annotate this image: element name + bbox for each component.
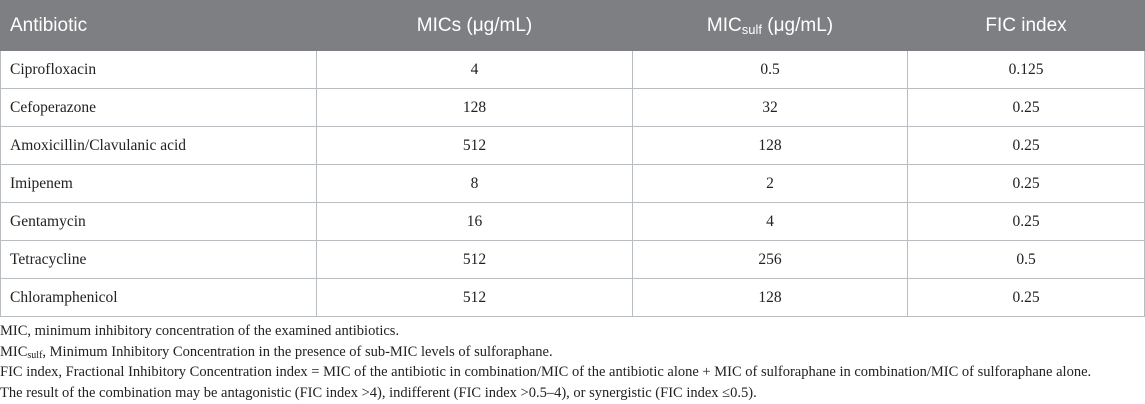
table-header <box>1 1 1145 51</box>
header-antibiotic: Antibiotic <box>1 1 317 51</box>
cell-antibiotic: Ciprofloxacin <box>1 51 317 89</box>
footnote-mic-sulf-base: MIC <box>0 343 28 360</box>
header-mics: MICs (μg/mL) <box>317 1 633 51</box>
table-row <box>1 203 1145 241</box>
cell-mics: 512 <box>317 279 633 317</box>
cell-antibiotic: Imipenem <box>1 165 317 203</box>
header-mic-sulf-unit: (μg/mL) <box>761 14 834 36</box>
cell-fic: 0.5 <box>908 241 1145 279</box>
cell-mic-sulf: 128 <box>633 127 908 165</box>
table-footnotes <box>0 321 1145 403</box>
cell-fic: 0.125 <box>908 51 1145 89</box>
cell-mic-sulf: 128 <box>633 279 908 317</box>
header-row <box>1 1 1145 51</box>
cell-fic: 0.25 <box>908 279 1145 317</box>
cell-antibiotic: Cefoperazone <box>1 89 317 127</box>
cell-mics: 4 <box>317 51 633 89</box>
cell-mic-sulf: 4 <box>633 203 908 241</box>
header-fic-index: FIC index <box>908 1 1145 51</box>
cell-fic: 0.25 <box>908 89 1145 127</box>
cell-mic-sulf: 32 <box>633 89 908 127</box>
header-mic-sulf-base: MIC <box>706 14 742 36</box>
cell-mics: 8 <box>317 165 633 203</box>
header-mic-sulf <box>633 1 908 51</box>
cell-antibiotic: Tetracycline <box>1 241 317 279</box>
cell-mics: 128 <box>317 89 633 127</box>
footnote-mic-sulf-subscript: sulf <box>27 349 43 361</box>
cell-mic-sulf: 2 <box>633 165 908 203</box>
cell-fic: 0.25 <box>908 203 1145 241</box>
cell-fic: 0.25 <box>908 165 1145 203</box>
table-row <box>1 241 1145 279</box>
table-row <box>1 127 1145 165</box>
cell-mics: 16 <box>317 203 633 241</box>
table-row <box>1 89 1145 127</box>
cell-mic-sulf: 0.5 <box>633 51 908 89</box>
table-row <box>1 279 1145 317</box>
header-mic-sulf-subscript: sulf <box>741 21 762 37</box>
footnote-mic-sulf-text: , Minimum Inhibitory Concentration in the presence of sub-MIC levels of sulforaphane. <box>42 343 553 360</box>
cell-antibiotic: Gentamycin <box>1 203 317 241</box>
cell-mic-sulf: 256 <box>633 241 908 279</box>
table-row <box>1 165 1145 203</box>
footnote-fic: FIC index, Fractional Inhibitory Concentration index = MIC of the antibiotic in combination/MIC of the antibiotic alone + MIC of sulforaphane in combination/MIC of sulforaphane alone. <box>0 364 1092 380</box>
cell-fic: 0.25 <box>908 127 1145 165</box>
table-body <box>1 51 1145 317</box>
table-row <box>1 51 1145 89</box>
cell-mics: 512 <box>317 127 633 165</box>
footnote-mic: MIC, minimum inhibitory concentration of the examined antibiotics. <box>0 323 400 339</box>
cell-antibiotic: Amoxicillin/Clavulanic acid <box>1 127 317 165</box>
cell-mics: 512 <box>317 241 633 279</box>
cell-antibiotic: Chloramphenicol <box>1 279 317 317</box>
footnote-result: The result of the combination may be antagonistic (FIC index >4), indifferent (FIC index >0.5–4), or synergistic (FIC index ≤0.5). <box>0 384 757 401</box>
footnote-mic-sulf <box>0 342 1145 363</box>
